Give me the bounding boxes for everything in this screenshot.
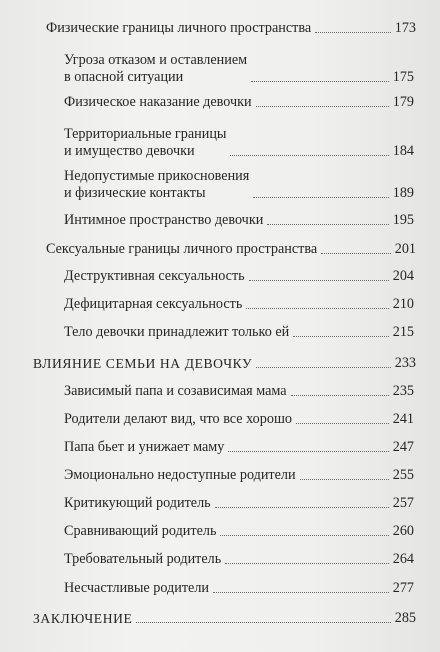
toc-page-number: 175 [392, 69, 414, 85]
toc-entry-title: Эмоционально недоступные родители [64, 467, 296, 483]
toc-entry-title: Сравнивающий родитель [64, 523, 217, 539]
toc-leader-dots [228, 450, 389, 452]
toc-leader-dots [230, 154, 389, 156]
toc-page-number: 247 [392, 439, 414, 455]
toc-page-number: 264 [392, 551, 414, 567]
toc-page-number: 173 [394, 20, 416, 36]
toc-page-number: 179 [392, 94, 414, 110]
toc-entry-physical-punishment [64, 94, 414, 111]
toc-page-number: 201 [394, 241, 416, 257]
toc-page-number: 285 [394, 610, 416, 626]
toc-entry-territorial-boundaries [64, 126, 414, 160]
toc-leader-dots [256, 105, 389, 107]
toc-entry-emotionally-unavailable [64, 467, 414, 484]
toc-leader-dots [296, 422, 389, 424]
toc-page-number: 184 [392, 143, 414, 159]
toc-leader-dots [136, 621, 391, 623]
toc-entry-title: Территориальные границы и имущество девочки [64, 126, 227, 159]
toc-page-number: 260 [392, 523, 414, 539]
toc-entry-parents-pretend [64, 411, 414, 428]
toc-page-number: 233 [394, 355, 416, 371]
toc-chapter-conclusion [33, 610, 416, 627]
toc-entry-dad-beats-mom [64, 439, 414, 456]
toc-entry-title: Угроза отказом и оставлением в опасной ситуации [64, 52, 248, 85]
toc-entry-title: Интимное пространство девочки [64, 212, 264, 228]
toc-page-number: 195 [392, 212, 414, 228]
toc-entry-title: Зависимый папа и созависимая мама [64, 383, 287, 399]
toc-entry-unhappy-parents [64, 580, 414, 597]
toc-entry-unacceptable-touch [64, 168, 414, 202]
toc-leader-dots [291, 394, 389, 396]
toc-entry-dependent-dad [64, 383, 414, 400]
toc-page-number: 215 [392, 324, 414, 340]
toc-entry-demanding-parent [64, 551, 414, 568]
toc-entry-deficit-sexuality [64, 296, 414, 313]
toc-entry-title: Тело девочки принадлежит только ей [64, 324, 290, 340]
toc-leader-dots [225, 562, 389, 564]
toc-leader-dots [321, 252, 391, 254]
toc-entry-title: Критикующий родитель [64, 495, 211, 511]
toc-leader-dots [267, 223, 389, 225]
toc-entry-critical-parent [64, 495, 414, 512]
toc-entry-comparing-parent [64, 523, 414, 540]
toc-leader-dots [315, 31, 391, 33]
toc-leader-dots [220, 534, 389, 536]
toc-leader-dots [253, 196, 389, 198]
toc-entry-title: Родители делают вид, что все хорошо [64, 411, 292, 427]
toc-entry-threat-of-rejection [64, 52, 414, 86]
toc-entry-body-belongs [64, 324, 414, 341]
toc-page-number: 189 [392, 185, 414, 201]
toc-entry-title: Несчастливые родители [64, 580, 209, 596]
toc-leader-dots [215, 506, 389, 508]
toc-page-number: 235 [392, 383, 414, 399]
toc-entry-title: Сексуальные границы личного пространства [46, 241, 318, 257]
toc-page-number: 210 [392, 296, 414, 312]
toc-leader-dots [293, 335, 389, 337]
toc-leader-dots [213, 591, 389, 593]
toc-entry-physical-boundaries [46, 20, 416, 37]
toc-leader-dots [246, 307, 389, 309]
toc-entry-title: ВЛИЯНИЕ СЕМЬИ НА ДЕВОЧКУ [33, 356, 253, 371]
toc-entry-title: Требовательный родитель [64, 551, 222, 567]
toc-entry-sexual-boundaries [46, 241, 416, 258]
toc-page-number: 255 [392, 467, 414, 483]
toc-entry-title: Папа бьет и унижает маму [64, 439, 225, 455]
toc-leader-dots [251, 80, 389, 82]
toc-page-number: 257 [392, 495, 414, 511]
toc-leader-dots [256, 366, 391, 368]
toc-entry-title: Физические границы личного пространства [46, 20, 312, 36]
toc-page-number: 204 [392, 268, 414, 284]
toc-entry-title: Недопустимые прикосновения и физические контакты [64, 168, 250, 201]
toc-entry-title: ЗАКЛЮЧЕНИЕ [33, 611, 133, 626]
toc-entry-title: Дефицитарная сексуальность [64, 296, 243, 312]
toc-entry-destructive-sexuality [64, 268, 414, 285]
toc-entry-title: Деструктивная сексуальность [64, 268, 245, 284]
toc-entry-title: Физическое наказание девочки [64, 94, 252, 110]
toc-page-number: 241 [392, 411, 414, 427]
toc-entry-intimate-space [64, 212, 414, 229]
toc-chapter-family-influence [33, 355, 416, 372]
toc-page-number: 277 [392, 580, 414, 596]
toc-leader-dots [249, 279, 389, 281]
toc-leader-dots [300, 478, 389, 480]
